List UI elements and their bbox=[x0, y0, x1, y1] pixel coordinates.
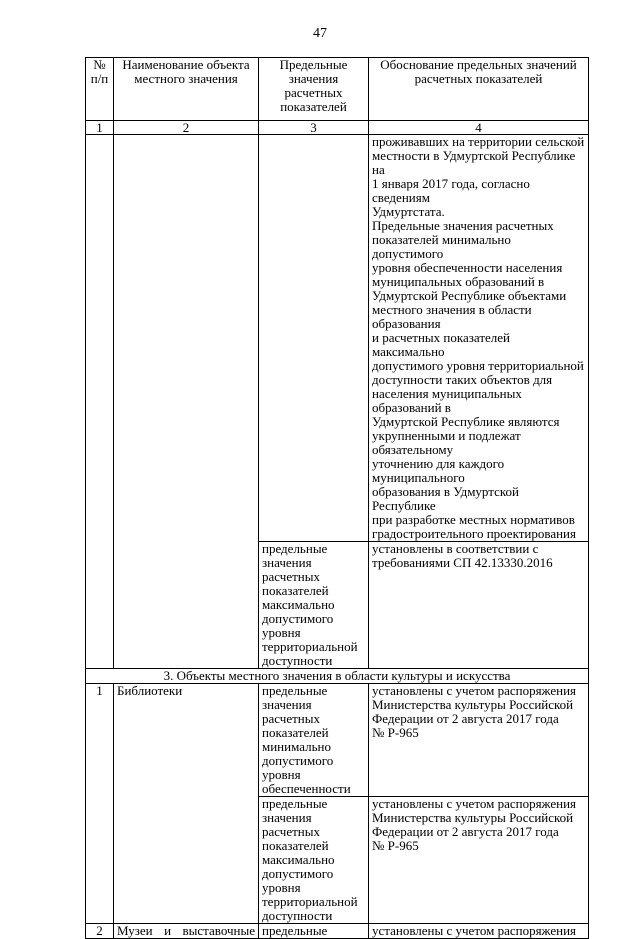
justification-sp: установлены в соответствии с требованиями СП 42.13330.2016 bbox=[369, 542, 589, 669]
limit-accessibility: предельные значения расчетных показателей максимально допустимого уровня территориальной доступности bbox=[259, 797, 369, 924]
norms-table bbox=[85, 57, 589, 939]
header-number: № п/п bbox=[86, 58, 114, 121]
justification-libraries-max: установлены с учетом распоряжения Министерства культуры Российской Федерации от 2 августа 2017 года № Р-965 bbox=[369, 797, 589, 924]
column-numbers-row bbox=[86, 121, 589, 135]
row-number: 2 bbox=[86, 924, 114, 939]
limit-values: предельные bbox=[259, 924, 369, 939]
table-row bbox=[86, 924, 589, 939]
section-title: 3. Объекты местного значения в области культуры и искусства bbox=[86, 669, 589, 684]
cell-empty bbox=[114, 135, 259, 669]
column-number: 4 bbox=[369, 121, 589, 135]
table-row bbox=[86, 135, 589, 542]
column-number: 2 bbox=[114, 121, 259, 135]
object-name: Музеи и выставочные bbox=[114, 924, 259, 939]
header-limit-values: Предельные значения расчетных показателей bbox=[259, 58, 369, 121]
table-header-row bbox=[86, 58, 589, 121]
cell-empty bbox=[86, 135, 114, 669]
column-number: 1 bbox=[86, 121, 114, 135]
row-number: 1 bbox=[86, 684, 114, 924]
object-name: Библиотеки bbox=[114, 684, 259, 924]
justification-museums: установлены с учетом распоряжения bbox=[369, 924, 589, 939]
cell-empty bbox=[259, 135, 369, 542]
section-row bbox=[86, 669, 589, 684]
limit-accessibility: предельные значения расчетных показателей максимально допустимого уровня территориальной доступности bbox=[259, 542, 369, 669]
header-justification: Обоснование предельных значений расчетных показателей bbox=[369, 58, 589, 121]
header-object-name: Наименование объекта местного значения bbox=[114, 58, 259, 121]
table-row bbox=[86, 684, 589, 797]
limit-min-provision: предельные значения расчетных показателей минимально допустимого уровня обеспеченности bbox=[259, 684, 369, 797]
page-number: 47 bbox=[313, 26, 327, 41]
justification-continued: проживавших на территории сельской местности в Удмуртской Республике на 1 января 2017 года, согласно сведениям Удмуртстата. Предельные значения расчетных показателей минимально допустимого уровня обеспеченности населения муниципальных образований в Удмуртской Республике объектами местного значения в области образования и расчетных показателей максимально допустимого уровня территориальной доступности таких объектов для населения муниципальных образований в Удмуртской Республике являются укрупненными и подлежат обязательному уточнению для каждого муниципального образования в Удмуртской Республике при разработке местных нормативов градостроительного проектирования bbox=[369, 135, 589, 542]
column-number: 3 bbox=[259, 121, 369, 135]
justification-libraries-min: установлены с учетом распоряжения Министерства культуры Российской Федерации от 2 августа 2017 года № Р-965 bbox=[369, 684, 589, 797]
